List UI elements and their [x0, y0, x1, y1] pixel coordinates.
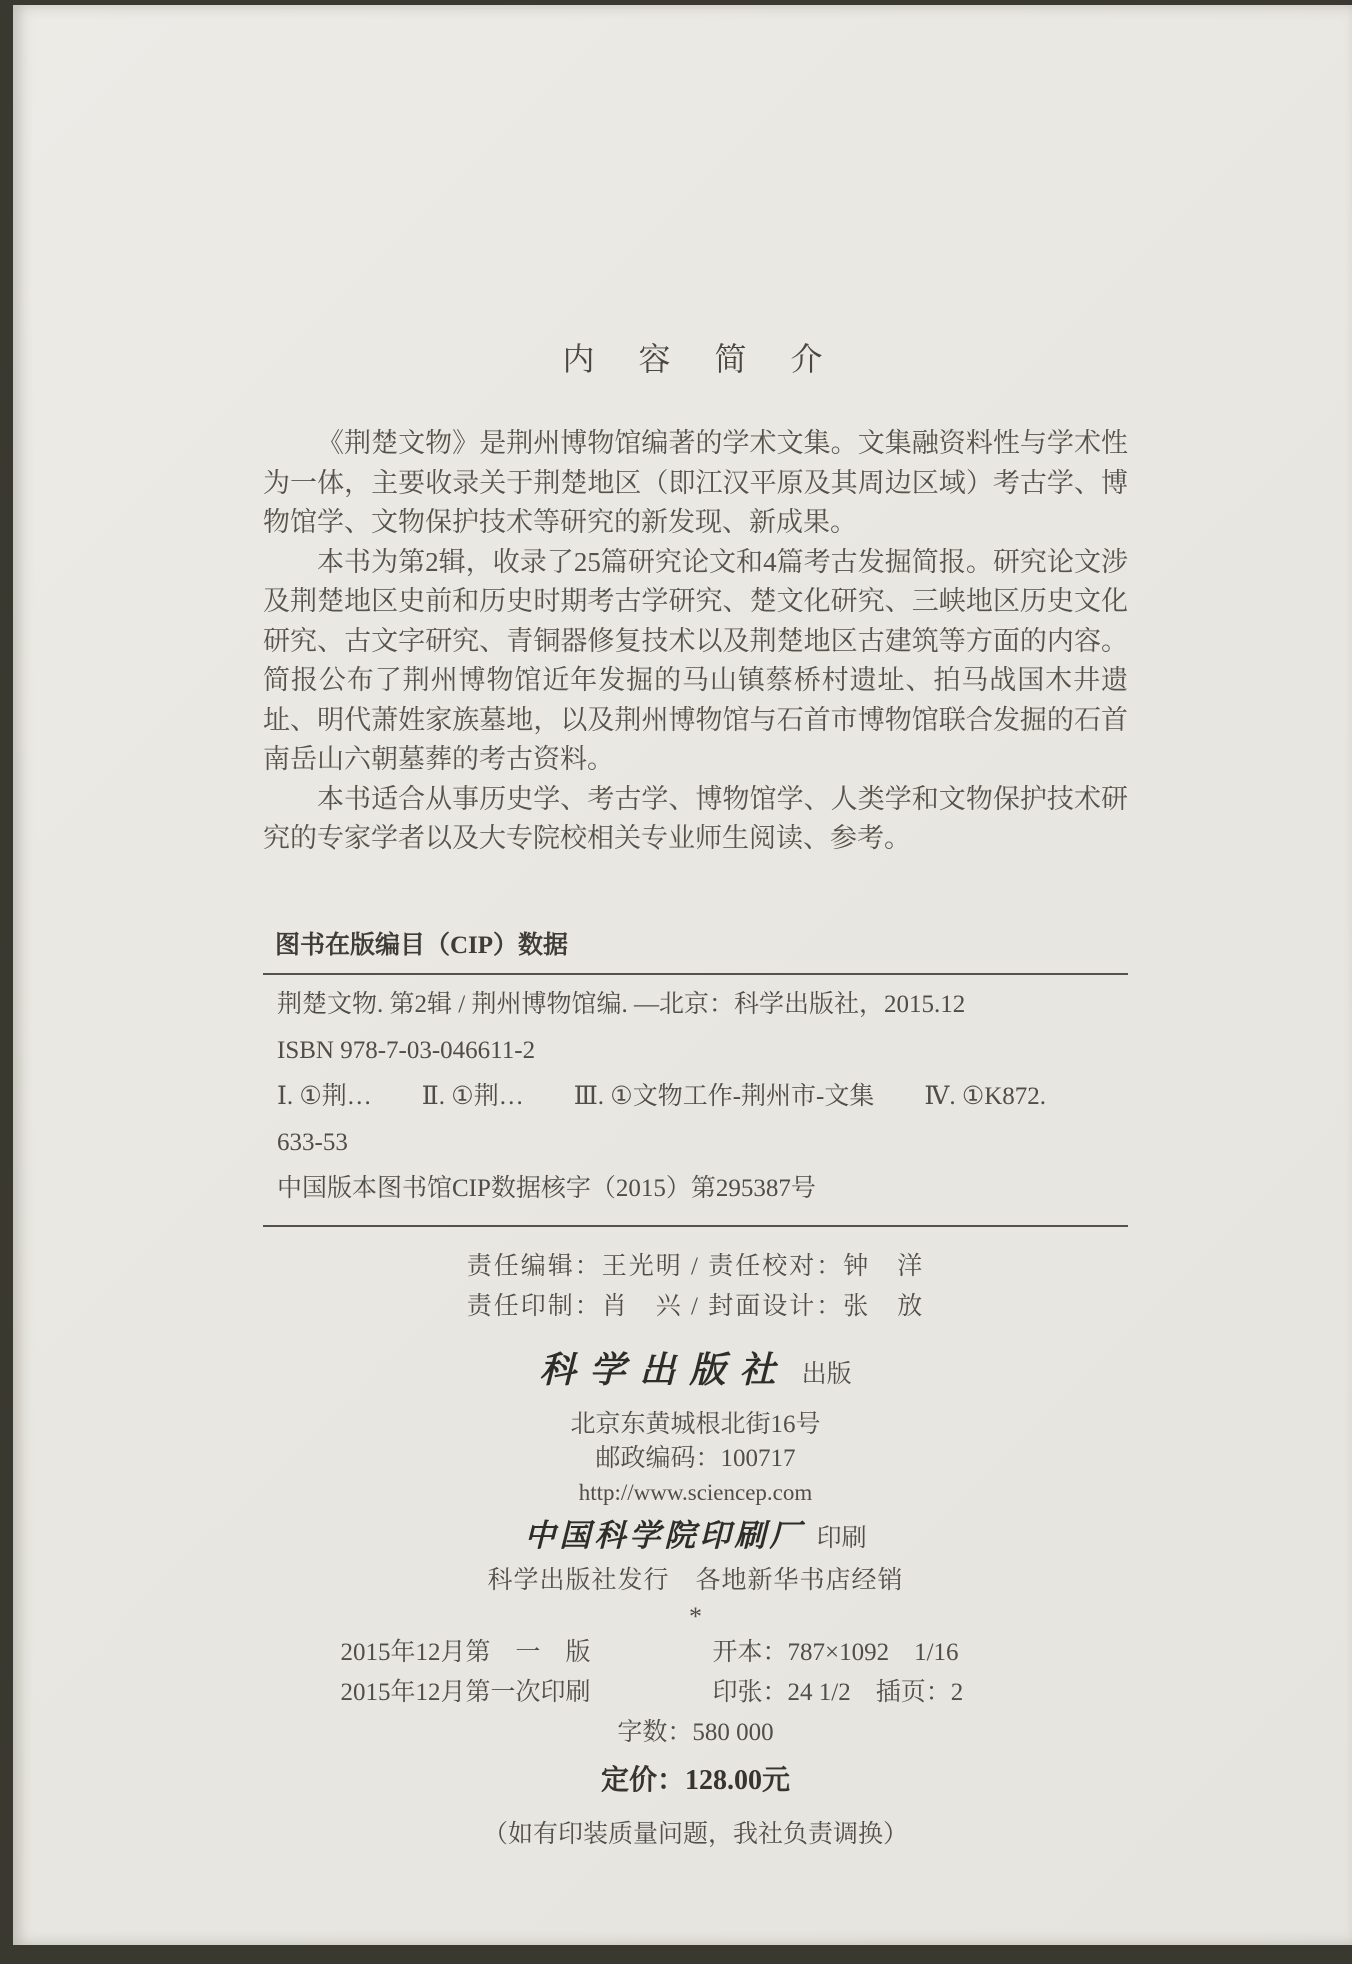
word-count: 字数：580 000: [617, 1718, 774, 1746]
format-info: 开本：787×1092 1/16: [712, 1638, 959, 1666]
intro-paragraph-1: 《荆楚文物》是荆州博物馆编著的学术文集。文集融资料性与学术性为一体，主要收录关于荆楚地区（即江汉平原及其周边区域）考古学、博物馆学、文物保护技术等研究的新发现、新成果。: [263, 428, 1128, 537]
quality-note: （如有印装质量问题，我社负责调换）: [482, 1820, 908, 1848]
book-copyright-page: [13, 5, 1352, 1945]
publisher-postcode: 邮政编码：100717: [595, 1444, 796, 1472]
publisher-logotype: 科学出版社: [539, 1349, 790, 1390]
cip-entry: 荆楚文物. 第2辑 / 荆州博物馆编. —北京：科学出版社，2015.12: [277, 990, 966, 1018]
edition-date: 2015年12月第 一 版: [340, 1638, 591, 1666]
cip-bottom-rule: [263, 1225, 1128, 1227]
publisher-line: [263, 1347, 1128, 1398]
cip-body: [263, 975, 1128, 1225]
printer-line: [263, 1514, 1128, 1561]
cip-record-number: 中国版本图书馆CIP数据核字（2015）第295387号: [277, 1174, 816, 1202]
printing-date: 2015年12月第一次印刷: [340, 1678, 591, 1706]
publisher-address: 北京东黄城根北街16号: [570, 1410, 821, 1438]
printer-role-label: 印刷: [816, 1524, 867, 1552]
intro-paragraph-2: 本书为第2辑，收录了25篇研究论文和4篇考古发掘简报。研究论文涉及荆楚地区史前和历史时期考古学研究、楚文化研究、三峡地区历史文化研究、古文字研究、青铜器修复技术以及荆楚地区古建筑等方面的内容。简报公布了荆州博物馆近年发掘的马山镇蔡桥村遗址、拍马战国木井遗址、明代萧姓家族墓地，以及荆州博物馆与石首市博物馆联合发掘的石首南岳山六朝墓葬的考古资料。: [263, 546, 1128, 774]
edition-row-1: [263, 1633, 1128, 1673]
cip-section: [263, 925, 1128, 1227]
page-title: 内 容 简 介: [562, 341, 829, 377]
sheets-info: 印张：24 1/2 插页：2: [712, 1678, 964, 1706]
colophon-section: [263, 1247, 1128, 1857]
printer-logotype: 中国科学院印刷厂: [524, 1517, 805, 1553]
cip-classification-continued: 633-53: [277, 1128, 348, 1156]
intro-section: [263, 424, 1128, 859]
publisher-website: http://www.sciencep.com: [578, 1479, 813, 1505]
cip-classification: Ⅰ. ①荆… Ⅱ. ①荆… Ⅲ. ①文物工作-荆州市-文集 Ⅳ. ①K872.: [277, 1082, 1047, 1110]
cip-heading: 图书在版编目（CIP）数据: [275, 931, 569, 959]
intro-paragraph-3: 本书适合从事历史学、考古学、博物馆学、人类学和文物保护技术研究的专家学者以及大专院校相关专业师生阅读、参考。: [263, 783, 1128, 853]
page-content: [263, 5, 1128, 1857]
cip-isbn: ISBN 978-7-03-046611-2: [277, 1036, 536, 1064]
publisher-role-label: 出版: [801, 1360, 852, 1388]
staff-editors-line: 责任编辑：王光明 / 责任校对：钟 洋: [466, 1252, 925, 1280]
staff-printing-line: 责任印制：肖 兴 / 封面设计：张 放: [466, 1292, 925, 1320]
edition-row-2: [263, 1673, 1128, 1713]
asterisk-separator: *: [689, 1601, 702, 1631]
price: 定价：128.00元: [600, 1764, 790, 1796]
distribution-line: 科学出版社发行 各地新华书店经销: [487, 1566, 904, 1594]
